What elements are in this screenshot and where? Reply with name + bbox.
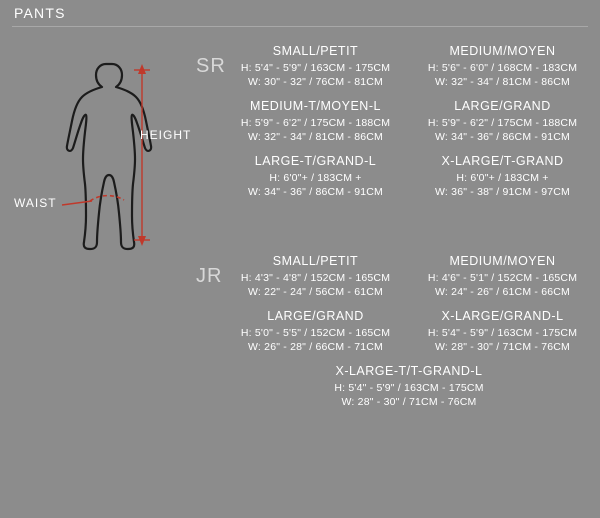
size-waist: W: 34" - 36" / 86CM - 91CM: [248, 186, 383, 198]
size-name: LARGE/GRAND: [454, 99, 551, 113]
size-height: H: 4'3" - 4'8" / 152CM - 165CM: [240, 272, 391, 284]
size-name: SMALL/PETIT: [272, 254, 359, 268]
section-label-sr: SR: [196, 55, 226, 77]
body-diagram: [14, 48, 214, 258]
size-name: MEDIUM/MOYEN: [449, 254, 556, 268]
size-cell: [222, 309, 409, 364]
size-height: H: 5'4" - 5'9" / 163CM - 175CM: [240, 62, 391, 74]
size-height: H: 5'4" - 5'9" / 163CM - 175CM: [427, 327, 578, 339]
table-row: [222, 154, 596, 209]
title-divider: [12, 26, 588, 27]
size-name: LARGE-T/GRAND-L: [254, 154, 377, 168]
page-title: PANTS: [14, 5, 66, 21]
table-row: [222, 44, 596, 99]
size-name: X-LARGE-T/T-GRAND-L: [335, 364, 483, 378]
size-table-sr: [222, 44, 596, 209]
measurement-indicators: [14, 48, 214, 258]
size-height: H: 6'0"+ / 183CM +: [456, 172, 549, 184]
size-cell: [409, 309, 596, 364]
size-height: H: 5'9" - 6'2" / 175CM - 188CM: [427, 117, 578, 129]
size-height: H: 4'6" - 5'1" / 152CM - 165CM: [427, 272, 578, 284]
size-height: H: 6'0"+ / 183CM +: [269, 172, 362, 184]
waist-label: WAIST: [14, 196, 57, 210]
size-waist: W: 32" - 34" / 81CM - 86CM: [248, 131, 383, 143]
size-waist: W: 30" - 32" / 76CM - 81CM: [248, 76, 383, 88]
size-waist: W: 22" - 24" / 56CM - 61CM: [248, 286, 383, 298]
size-table-jr: [222, 254, 596, 419]
table-row: [222, 309, 596, 364]
size-cell: [222, 44, 409, 99]
size-cell: [222, 99, 409, 154]
size-cell: [222, 364, 596, 419]
size-waist: W: 32" - 34" / 81CM - 86CM: [435, 76, 570, 88]
size-cell: [222, 254, 409, 309]
size-waist: W: 28" - 30" / 71CM - 76CM: [435, 341, 570, 353]
size-name: LARGE/GRAND: [267, 309, 364, 323]
size-cell: [409, 154, 596, 209]
table-row: [222, 364, 596, 419]
size-waist: W: 34" - 36" / 86CM - 91CM: [435, 131, 570, 143]
table-row: [222, 99, 596, 154]
height-label: HEIGHT: [140, 128, 192, 142]
size-cell: [222, 154, 409, 209]
size-name: X-LARGE/GRAND-L: [441, 309, 564, 323]
size-waist: W: 28" - 30" / 71CM - 76CM: [341, 396, 477, 408]
size-name: MEDIUM-T/MOYEN-L: [250, 99, 381, 113]
size-cell: [409, 254, 596, 309]
size-height: H: 5'0" - 5'5" / 152CM - 165CM: [240, 327, 391, 339]
size-cell: [409, 44, 596, 99]
size-name: X-LARGE/T-GRAND: [441, 154, 564, 168]
size-waist: W: 36" - 38" / 91CM - 97CM: [435, 186, 570, 198]
size-height: H: 5'6" - 6'0" / 168CM - 183CM: [427, 62, 578, 74]
size-name: MEDIUM/MOYEN: [449, 44, 556, 58]
size-waist: W: 26" - 28" / 66CM - 71CM: [248, 341, 383, 353]
size-height: H: 5'9" - 6'2" / 175CM - 188CM: [240, 117, 391, 129]
size-name: SMALL/PETIT: [272, 44, 359, 58]
table-row: [222, 254, 596, 309]
size-waist: W: 24" - 26" / 61CM - 66CM: [435, 286, 570, 298]
size-cell: [409, 99, 596, 154]
size-height: H: 5'4" - 5'9" / 163CM - 175CM: [334, 382, 484, 394]
section-label-jr: JR: [196, 265, 223, 287]
